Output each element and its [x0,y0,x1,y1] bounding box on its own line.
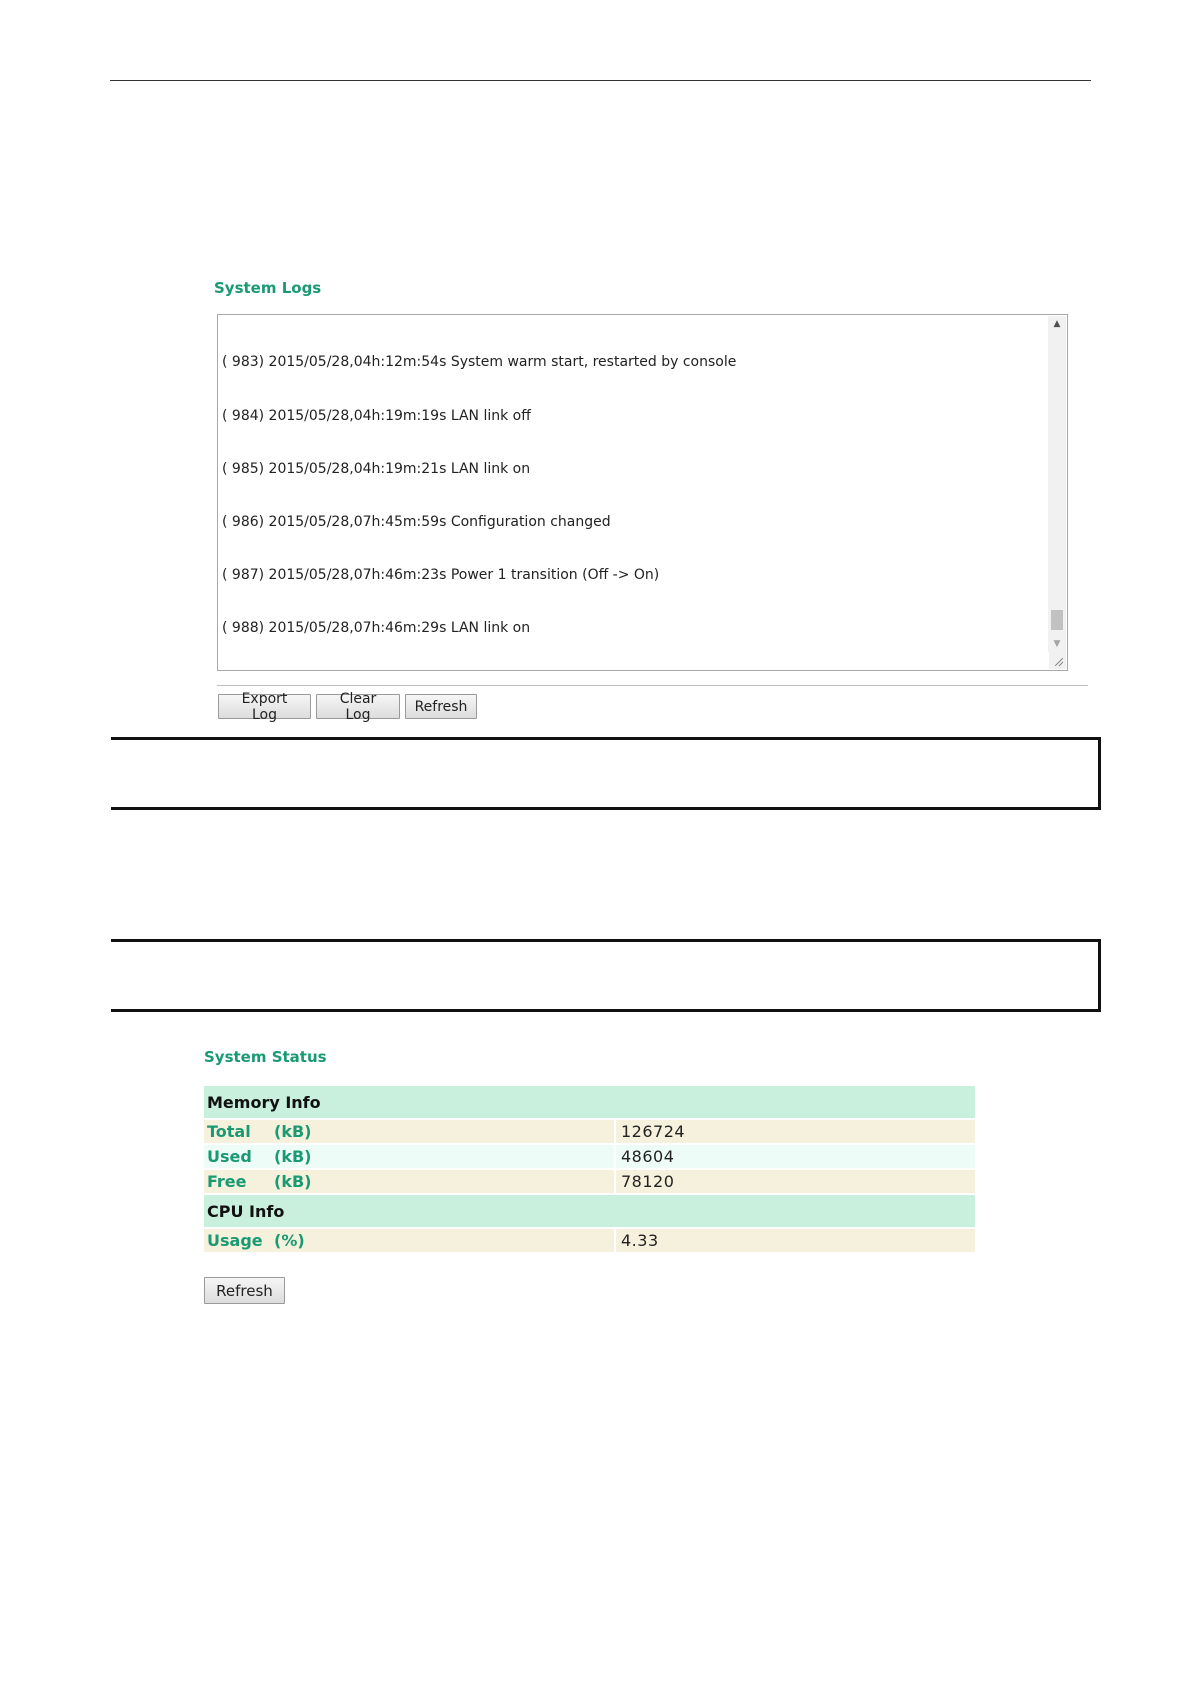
export-log-button[interactable]: Export Log [218,694,311,719]
cpu-info-header [204,1195,975,1227]
log-line: ( 988) 2015/05/28,07h:46m:29s LAN link on [222,619,531,636]
scrollbar-thumb[interactable] [1051,610,1063,630]
system-log-textarea[interactable] [217,314,1068,671]
page-top-rule [110,80,1091,81]
log-line: ( 983) 2015/05/28,04h:12m:54s System warm start, restarted by console [222,354,737,371]
row-label: Usage [207,1231,263,1250]
log-line: ( 984) 2015/05/28,04h:19m:19s LAN link off [222,407,531,424]
row-value: 126724 [614,1120,975,1143]
logs-refresh-button[interactable]: Refresh [405,694,477,719]
log-line: ( 986) 2015/05/28,07h:45m:59s Configuration changed [222,513,611,530]
memory-info-label: Memory Info [204,1086,975,1118]
row-unit: (kB) [274,1147,312,1166]
row-unit: (kB) [274,1122,312,1141]
table-row [204,1145,975,1168]
resize-grip-icon[interactable] [1049,652,1066,669]
status-refresh-button[interactable]: Refresh [204,1277,285,1304]
clear-log-button[interactable]: Clear Log [316,694,400,719]
log-line: ( 985) 2015/05/28,04h:19m:21s LAN link on [222,460,531,477]
row-label: Free [207,1172,247,1191]
cpu-info-label: CPU Info [204,1195,975,1227]
system-status-title: System Status [204,1048,327,1066]
memory-info-header [204,1086,975,1118]
row-unit: (%) [274,1231,305,1250]
scroll-up-arrow-icon[interactable]: ▲ [1053,319,1061,329]
note-box [111,939,1101,1012]
table-row [204,1229,975,1252]
table-row [204,1120,975,1143]
log-line: ( 987) 2015/05/28,07h:46m:23s Power 1 transition (Off -> On) [222,566,660,583]
row-unit: (kB) [274,1172,312,1191]
scroll-down-arrow-icon[interactable]: ▼ [1053,639,1061,649]
log-scrollbar[interactable] [1048,316,1066,652]
table-row [204,1170,975,1193]
system-status-table [204,1084,975,1254]
note-box [111,737,1101,810]
row-value: 48604 [614,1145,975,1168]
row-label: Total [207,1122,251,1141]
row-value: 78120 [614,1170,975,1193]
row-label: Used [207,1147,252,1166]
log-divider [217,685,1088,686]
row-value: 4.33 [614,1229,975,1252]
log-lines [222,319,1045,666]
system-logs-title: System Logs [214,279,322,297]
